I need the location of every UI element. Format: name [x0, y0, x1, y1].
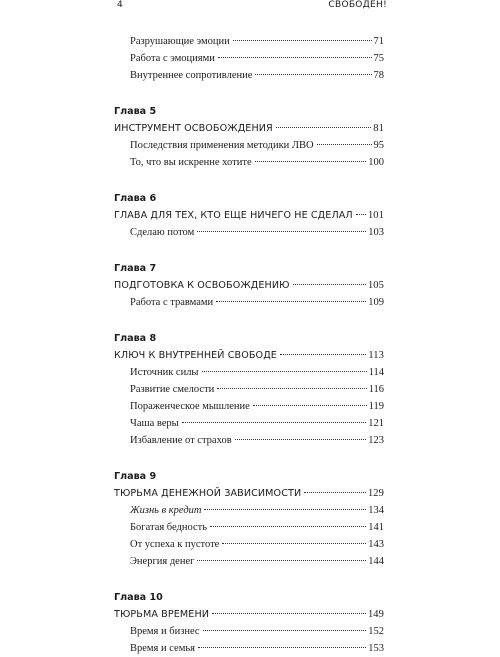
table-of-contents	[114, 33, 384, 657]
toc-entry	[114, 67, 384, 84]
toc-entry-page: 129	[367, 488, 384, 499]
toc-entry-page: 113	[368, 350, 384, 361]
toc-entry-page: 153	[368, 643, 384, 654]
toc-entry-page: 152	[368, 626, 384, 637]
toc-entry-page: 114	[368, 367, 384, 378]
dot-leader	[276, 127, 371, 128]
chapter-title-entry	[114, 207, 384, 224]
dot-leader	[235, 439, 367, 440]
dot-leader	[210, 526, 366, 527]
dot-leader	[204, 509, 366, 510]
toc-entry	[114, 224, 384, 241]
toc-entry-title: Энергия денег	[130, 556, 195, 567]
toc-entry	[114, 432, 384, 449]
chapter-label: Глава 8	[114, 333, 157, 344]
toc-entry-page: 134	[368, 505, 384, 516]
toc-entry-page: 78	[373, 70, 384, 81]
toc-entry-title: Чаша веры	[130, 418, 179, 429]
dot-leader	[218, 57, 372, 58]
toc-entry-title: Развитие смелости	[130, 384, 215, 395]
toc-entry-title: То, что вы искренне хотите	[130, 157, 252, 168]
chapter-title-entry	[114, 277, 384, 294]
dot-leader	[217, 388, 366, 389]
toc-entry-page: 103	[368, 227, 384, 238]
toc-entry	[114, 33, 384, 50]
toc-entry-page: 95	[373, 140, 384, 151]
dot-leader	[317, 144, 372, 145]
dot-leader	[304, 492, 366, 493]
toc-entry-title: Внутреннее сопротивление	[130, 70, 253, 81]
chapter-block	[114, 331, 384, 449]
toc-entry	[114, 623, 384, 640]
toc-entry	[114, 502, 384, 519]
dot-leader	[293, 284, 366, 285]
chapter-label: Глава 9	[114, 471, 157, 482]
toc-entry-page: 123	[368, 435, 384, 446]
chapter-block	[114, 261, 384, 311]
toc-entry-title: ПОДГОТОВКА К ОСВОБОЖДЕНИЮ	[114, 280, 290, 291]
dot-leader	[202, 371, 367, 372]
dot-leader	[203, 630, 367, 631]
toc-entry	[114, 137, 384, 154]
toc-entry-page: 75	[373, 53, 384, 64]
chapter-block	[114, 590, 384, 657]
toc-entry-title: Последствия применения методики ЛВО	[130, 140, 314, 151]
toc-entry-title: КЛЮЧ К ВНУТРЕННЕЙ СВОБОДЕ	[114, 350, 277, 361]
chapter-label: Глава 7	[114, 263, 157, 274]
toc-entry-title: ТЮРЬМА ДЕНЕЖНОЙ ЗАВИСИМОСТИ	[114, 488, 302, 499]
chapter-label: Глава 10	[114, 592, 163, 603]
toc-entry-page: 144	[368, 556, 384, 567]
toc-entry	[114, 364, 384, 381]
toc-entry-page: 71	[373, 36, 384, 47]
chapter-label: Глава 5	[114, 106, 157, 117]
chapter-block	[114, 469, 384, 570]
running-title: СВОБОДЕН!	[328, 0, 387, 10]
dot-leader	[253, 405, 367, 406]
toc-entry-title: Пораженческое мышление	[130, 401, 250, 412]
toc-entry	[114, 640, 384, 657]
dot-leader	[197, 231, 366, 232]
dot-leader	[182, 422, 367, 423]
toc-entry-page: 101	[367, 210, 384, 221]
chapter-title-entry	[114, 606, 384, 623]
toc-entry	[114, 398, 384, 415]
dot-leader	[255, 161, 367, 162]
dot-leader	[216, 301, 366, 302]
toc-entry	[114, 294, 384, 311]
toc-entry	[114, 50, 384, 67]
dot-leader	[222, 543, 366, 544]
toc-entry-title: Богатая бедность	[130, 522, 208, 533]
toc-entry-title: Сделаю потом	[130, 227, 195, 238]
toc-entry-page: 121	[368, 418, 384, 429]
toc-entry-page: 149	[367, 609, 384, 620]
toc-entry-title: Жизнь в кредит	[130, 505, 202, 516]
toc-entry-title: Разрушающие эмоции	[130, 36, 230, 47]
page-number: 4	[117, 0, 123, 10]
dot-leader	[198, 647, 366, 648]
toc-entry-title: Время и семья	[130, 643, 195, 654]
toc-entry	[114, 154, 384, 171]
chapter-label: Глава 6	[114, 193, 157, 204]
toc-entry-page: 116	[368, 384, 384, 395]
toc-entry-page: 100	[368, 157, 384, 168]
toc-entry-page: 119	[368, 401, 384, 412]
toc-entry-page: 143	[368, 539, 384, 550]
chapter-title-entry	[114, 485, 384, 502]
dot-leader	[356, 214, 366, 215]
toc-entry-page: 105	[367, 280, 384, 291]
toc-entry-title: ГЛАВА ДЛЯ ТЕХ, КТО ЕЩЕ НИЧЕГО НЕ СДЕЛАЛ	[114, 210, 353, 221]
page-header	[0, 0, 500, 14]
toc-entry	[114, 415, 384, 432]
chapter-block	[114, 104, 384, 171]
toc-entry-page: 109	[368, 297, 384, 308]
toc-entry-page: 81	[373, 123, 384, 134]
toc-entry-title: Избавление от страхов	[130, 435, 232, 446]
chapter-title-entry	[114, 347, 384, 364]
toc-entry	[114, 519, 384, 536]
chapter-title-entry	[114, 120, 384, 137]
toc-entry-title: Работа с эмоциями	[130, 53, 215, 64]
dot-leader	[255, 74, 371, 75]
toc-entry-page: 141	[368, 522, 384, 533]
chapter-block	[114, 191, 384, 241]
toc-entry-title: ТЮРЬМА ВРЕМЕНИ	[114, 609, 210, 620]
toc-entry	[114, 536, 384, 553]
dot-leader	[197, 560, 366, 561]
toc-entry-title: Время и бизнес	[130, 626, 200, 637]
toc-entry-title: Работа с травмами	[130, 297, 214, 308]
toc-entry-title: ИНСТРУМЕНТ ОСВОБОЖДЕНИЯ	[114, 123, 273, 134]
toc-entry	[114, 381, 384, 398]
toc-entry-title: От успеха к пустоте	[130, 539, 220, 550]
toc-entry-title: Источник силы	[130, 367, 199, 378]
dot-leader	[233, 40, 372, 41]
dot-leader	[280, 354, 366, 355]
toc-entry	[114, 553, 384, 570]
dot-leader	[212, 613, 366, 614]
